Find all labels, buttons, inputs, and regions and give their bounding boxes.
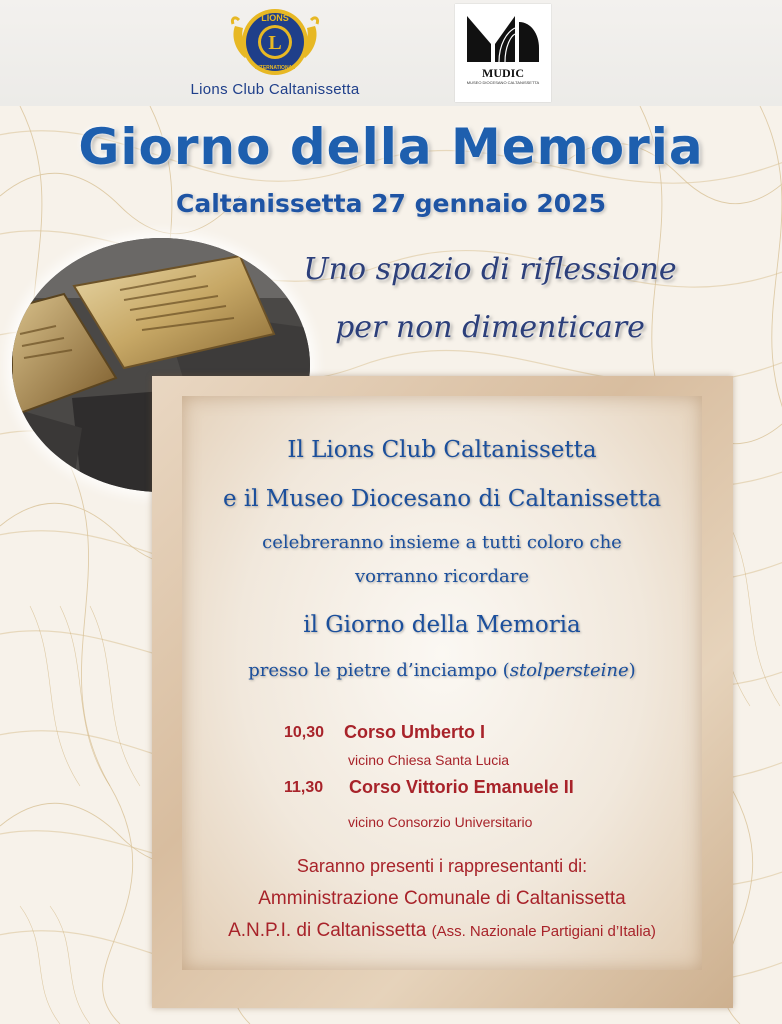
announcement-line-2: e il Museo Diocesano di Caltanissetta <box>222 486 662 512</box>
tagline-line-2: per non dimenticare <box>335 310 645 345</box>
line-6-prefix: presso le pietre d’inciampo ( <box>248 660 510 681</box>
schedule-place-1: Corso Umberto I <box>344 722 486 742</box>
mudic-name: MUDIC <box>482 66 524 80</box>
svg-text:L: L <box>268 32 282 54</box>
announcement-line-5: il Giorno della Memoria <box>303 612 581 638</box>
lions-caption: Lions Club Caltanissetta <box>190 81 360 98</box>
mudic-logo-icon <box>455 4 551 66</box>
presence-entity-2-note: (Ass. Nazionale Partigiani d’Italia) <box>431 923 656 940</box>
announcement-line-6 <box>182 660 702 681</box>
line-6-italic: stolpersteine <box>509 660 629 681</box>
mudic-subtitle: MUSEO DIOCESANO CALTANISSETTA <box>466 80 540 85</box>
presence-entity-2-name: A.N.P.I. di Caltanissetta <box>228 920 427 941</box>
presence-entity-2 <box>182 920 702 942</box>
mudic-logo <box>455 4 551 102</box>
schedule-near-1: vicino Chiesa Santa Lucia <box>348 752 510 768</box>
announcement-panel <box>182 396 702 970</box>
announcement-line-3: celebreranno insieme a tutti coloro che <box>262 532 622 553</box>
schedule-near-2: vicino Consorzio Universitario <box>348 814 533 830</box>
schedule-time-2: 11,30 <box>284 779 324 796</box>
lions-logo-icon <box>229 6 321 80</box>
schedule-time-1: 10,30 <box>284 724 325 741</box>
presence-intro: Saranno presenti i rappresentanti di: <box>296 856 588 876</box>
lions-emblem-text: LIONS <box>261 13 289 23</box>
presence-entity-1: Amministrazione Comunale di Caltanissetta <box>258 888 626 909</box>
lions-emblem-sub: INTERNATIONAL <box>254 65 296 71</box>
announcement-line-1: Il Lions Club Caltanissetta <box>287 437 597 463</box>
tagline-line-1: Uno spazio di riflessione <box>303 252 677 287</box>
line-6-suffix: ) <box>628 660 636 681</box>
announcement-line-4: vorranno ricordare <box>354 566 530 587</box>
page-title: Giorno della Memoria <box>78 118 704 176</box>
schedule-place-2: Corso Vittorio Emanuele II <box>349 777 574 797</box>
page-subtitle: Caltanissetta 27 gennaio 2025 <box>175 189 606 218</box>
